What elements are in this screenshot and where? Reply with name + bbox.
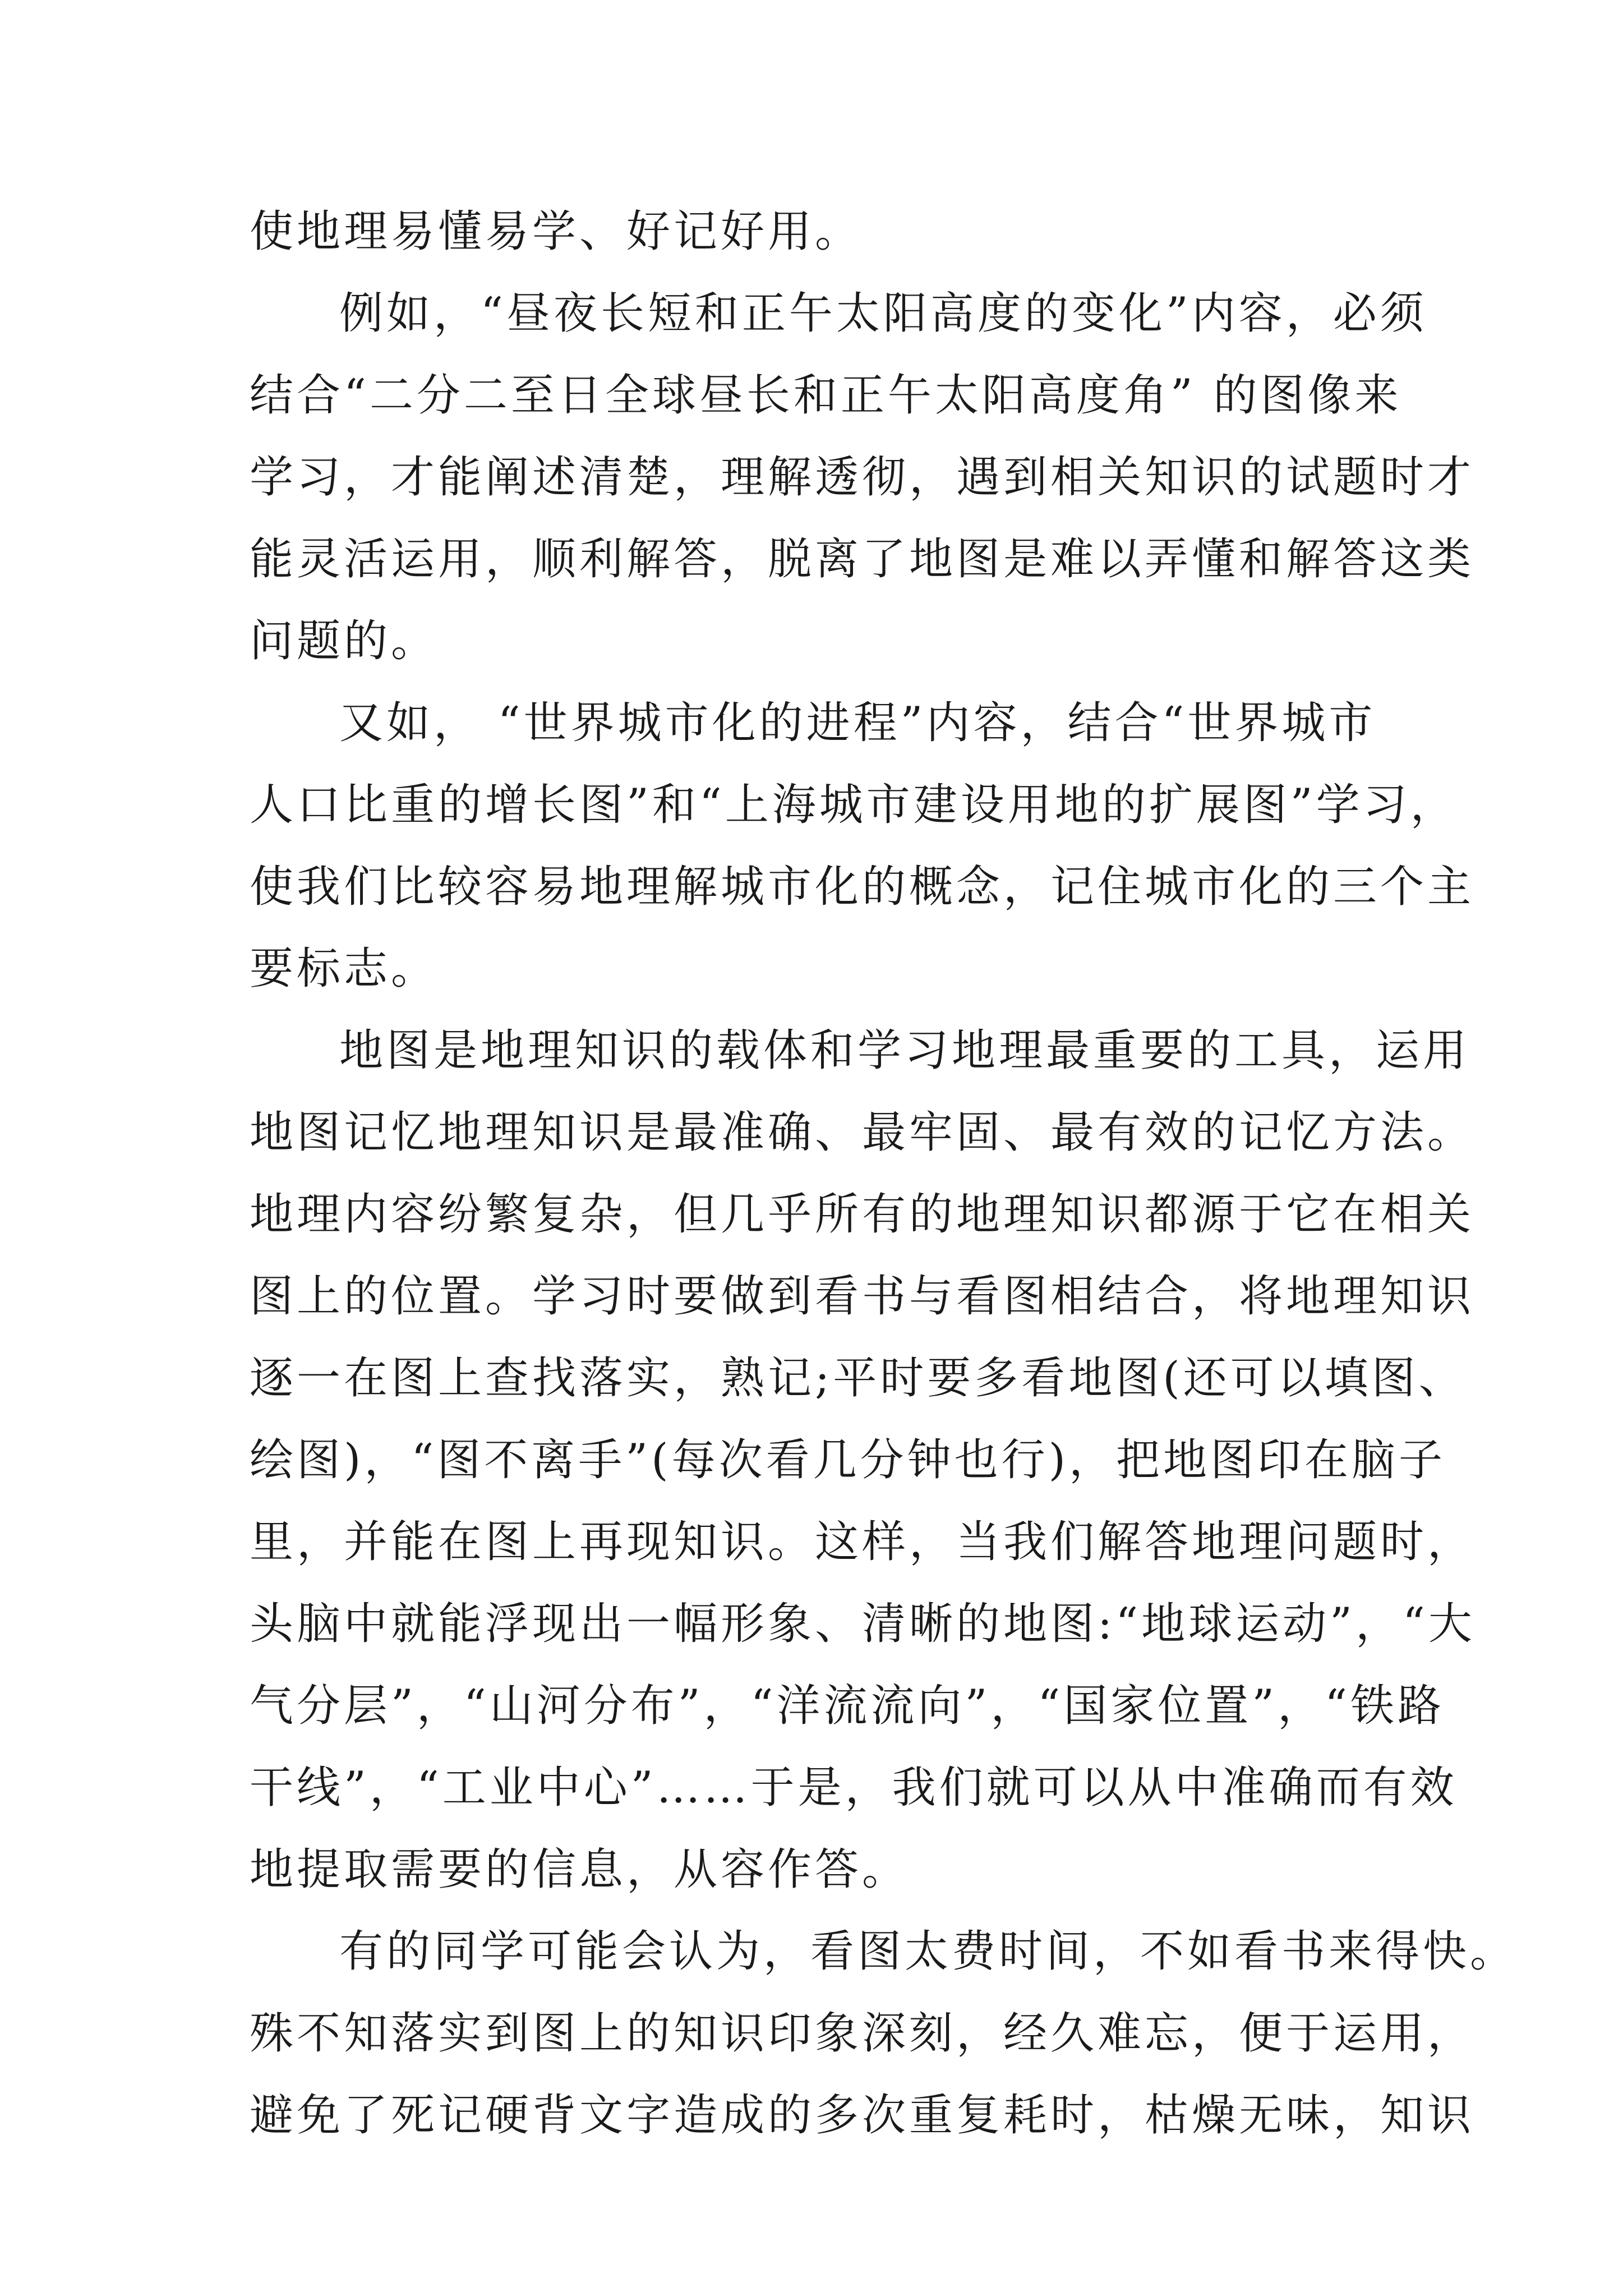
text-line: 头脑中就能浮现出一幅形象、清晰的地图:“地球运动”，“大 <box>250 1599 1476 1649</box>
paragraph-start-line: 又如， “世界城市化的进程”内容，结合“世界城市 <box>339 698 1376 748</box>
text-line: 问题的。 <box>250 616 439 666</box>
text-line: 绘图)，“图不离手”(每次看几分钟也行)，把地图印在脑子 <box>250 1435 1446 1485</box>
text-line: 地图记忆地理知识是最准确、最牢固、最有效的记忆方法。 <box>250 1107 1475 1158</box>
text-line: 气分层”，“山河分布”，“洋流流向”，“国家位置”，“铁路 <box>250 1681 1445 1731</box>
paragraph-start-line: 地图是地理知识的载体和学习地理最重要的工具，运用 <box>339 1025 1470 1076</box>
text-line: 地理内容纷繁复杂，但几乎所有的地理知识都源于它在相关 <box>250 1189 1475 1240</box>
paragraph-start-line: 有的同学可能会认为，看图太费时间，不如看书来得快。 <box>339 1926 1518 1977</box>
text-line: 干线”，“工业中心”……于是，我们就可以从中准确而有效 <box>250 1763 1458 1813</box>
text-line: 地提取需要的信息，从容作答。 <box>250 1844 910 1895</box>
text-line: 殊不知落实到图上的知识印象深刻，经久难忘，便于运用， <box>250 2008 1475 2059</box>
paragraph-start-line: 例如，“昼夜长短和正午太阳高度的变化”内容，必须 <box>339 288 1427 339</box>
text-line: 使地理易懂易学、好记好用。 <box>250 206 863 257</box>
text-line: 人口比重的增长图”和“上海城市建设用地的扩展图”学习， <box>250 780 1458 830</box>
text-line: 结合“二分二至日全球昼长和正午太阳高度角” 的图像来 <box>250 370 1402 421</box>
text-line: 学习，才能阐述清楚，理解透彻，遇到相关知识的试题时才 <box>250 452 1475 503</box>
text-line: 避免了死记硬背文字造成的多次重复耗时，枯燥无味，知识 <box>250 2090 1475 2141</box>
text-line: 能灵活运用，顺利解答，脱离了地图是难以弄懂和解答这类 <box>250 534 1475 585</box>
text-line: 图上的位置。学习时要做到看书与看图相结合，将地理知识 <box>250 1271 1475 1322</box>
text-line: 使我们比较容易地理解城市化的概念，记住城市化的三个主 <box>250 862 1475 912</box>
text-line: 里，并能在图上再现知识。这样，当我们解答地理问题时， <box>250 1517 1475 1567</box>
text-line: 逐一在图上查找落实，熟记;平时要多看地图(还可以填图、 <box>250 1353 1466 1404</box>
body-text <box>250 191 1518 2156</box>
text-line: 要标志。 <box>250 944 439 994</box>
